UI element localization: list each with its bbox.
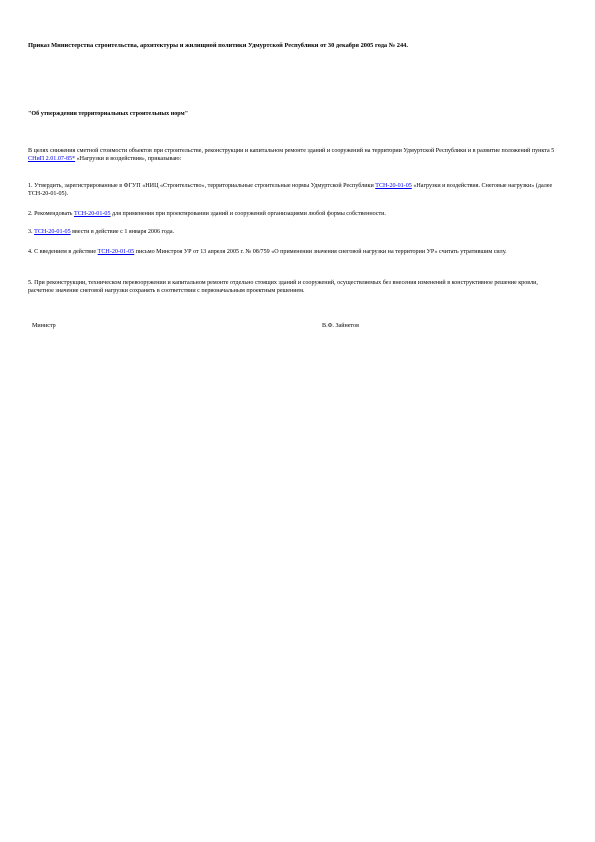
item-1-text-before: 1. Утвердить, зарегистрированные в ФГУП «НИЦ «Строительство», территориальные строительные нормы Удмуртской Республики <box>28 183 376 189</box>
item-5-paragraph: 5. При реконструкции, техническом перевооружении и капитальном ремонте отдельно стоящих зданий и сооружений, осуществляемых без внесения изменений в конструктивное решение кровли, расчетное значение снеговой нагрузки сохранять в соответствии с первоначальным проектным решением. <box>28 280 538 295</box>
signatory-name: В.Ф. Зайнетов <box>322 323 359 329</box>
tsn-link-4[interactable]: ТСН-20-01-05 <box>97 249 135 255</box>
snip-link[interactable]: СНиП 2.01.07-85* <box>28 156 76 163</box>
preamble-text-before: В целях снижения сметной стоимости объектов при строительстве, реконструкции и капитальном ремонте зданий и сооружений на территории Удмуртской Республики и в развитие положений пункта 5 <box>28 148 555 154</box>
item-2-paragraph <box>28 210 562 218</box>
item-4-paragraph <box>28 248 562 256</box>
item-3-paragraph <box>28 228 562 236</box>
tsn-link-2[interactable]: ТСН-20-01-05 <box>73 211 111 217</box>
preamble-paragraph <box>28 147 562 164</box>
item-4-text-after: письмо Минстроя УР от 13 апреля 2005 г. № 08/759 «О применении значения снеговой нагрузки на территории УР» считать утратившим силу. <box>134 249 507 255</box>
item-3-text-after: ввести в действие с 1 января 2006 года. <box>70 229 175 235</box>
item-2-text-after: для применения при проектировании зданий и сооружений организациями любой формы собственности. <box>110 211 386 217</box>
item-3-text-before: 3. <box>28 229 35 235</box>
signatory-position: Министр <box>32 323 56 329</box>
item-1-paragraph <box>28 182 562 199</box>
signature-block <box>32 322 552 332</box>
item-2-text-before: 2. Рекомендовать <box>28 211 74 217</box>
preamble-text-after: «Нагрузки и воздействия», приказываю: <box>75 156 182 163</box>
document-subject: "Об утверждении территориальных строительных норм" <box>28 111 189 117</box>
item-1-text-after: «Нагрузки и воздействия. Снеговые нагрузки» (далее ТСН-20-01-05). <box>28 183 553 198</box>
item-4-text-before: 4. С введением в действие <box>28 249 98 255</box>
document-title: Приказ Министерства строительства, архитектуры и жилищной политики Удмуртской Республики от 30 декабря 2005 года № 244. <box>28 42 408 49</box>
tsn-link-3[interactable]: ТСН-20-01-05 <box>34 229 71 235</box>
tsn-link-1[interactable]: ТСН-20-01-05 <box>375 183 412 189</box>
